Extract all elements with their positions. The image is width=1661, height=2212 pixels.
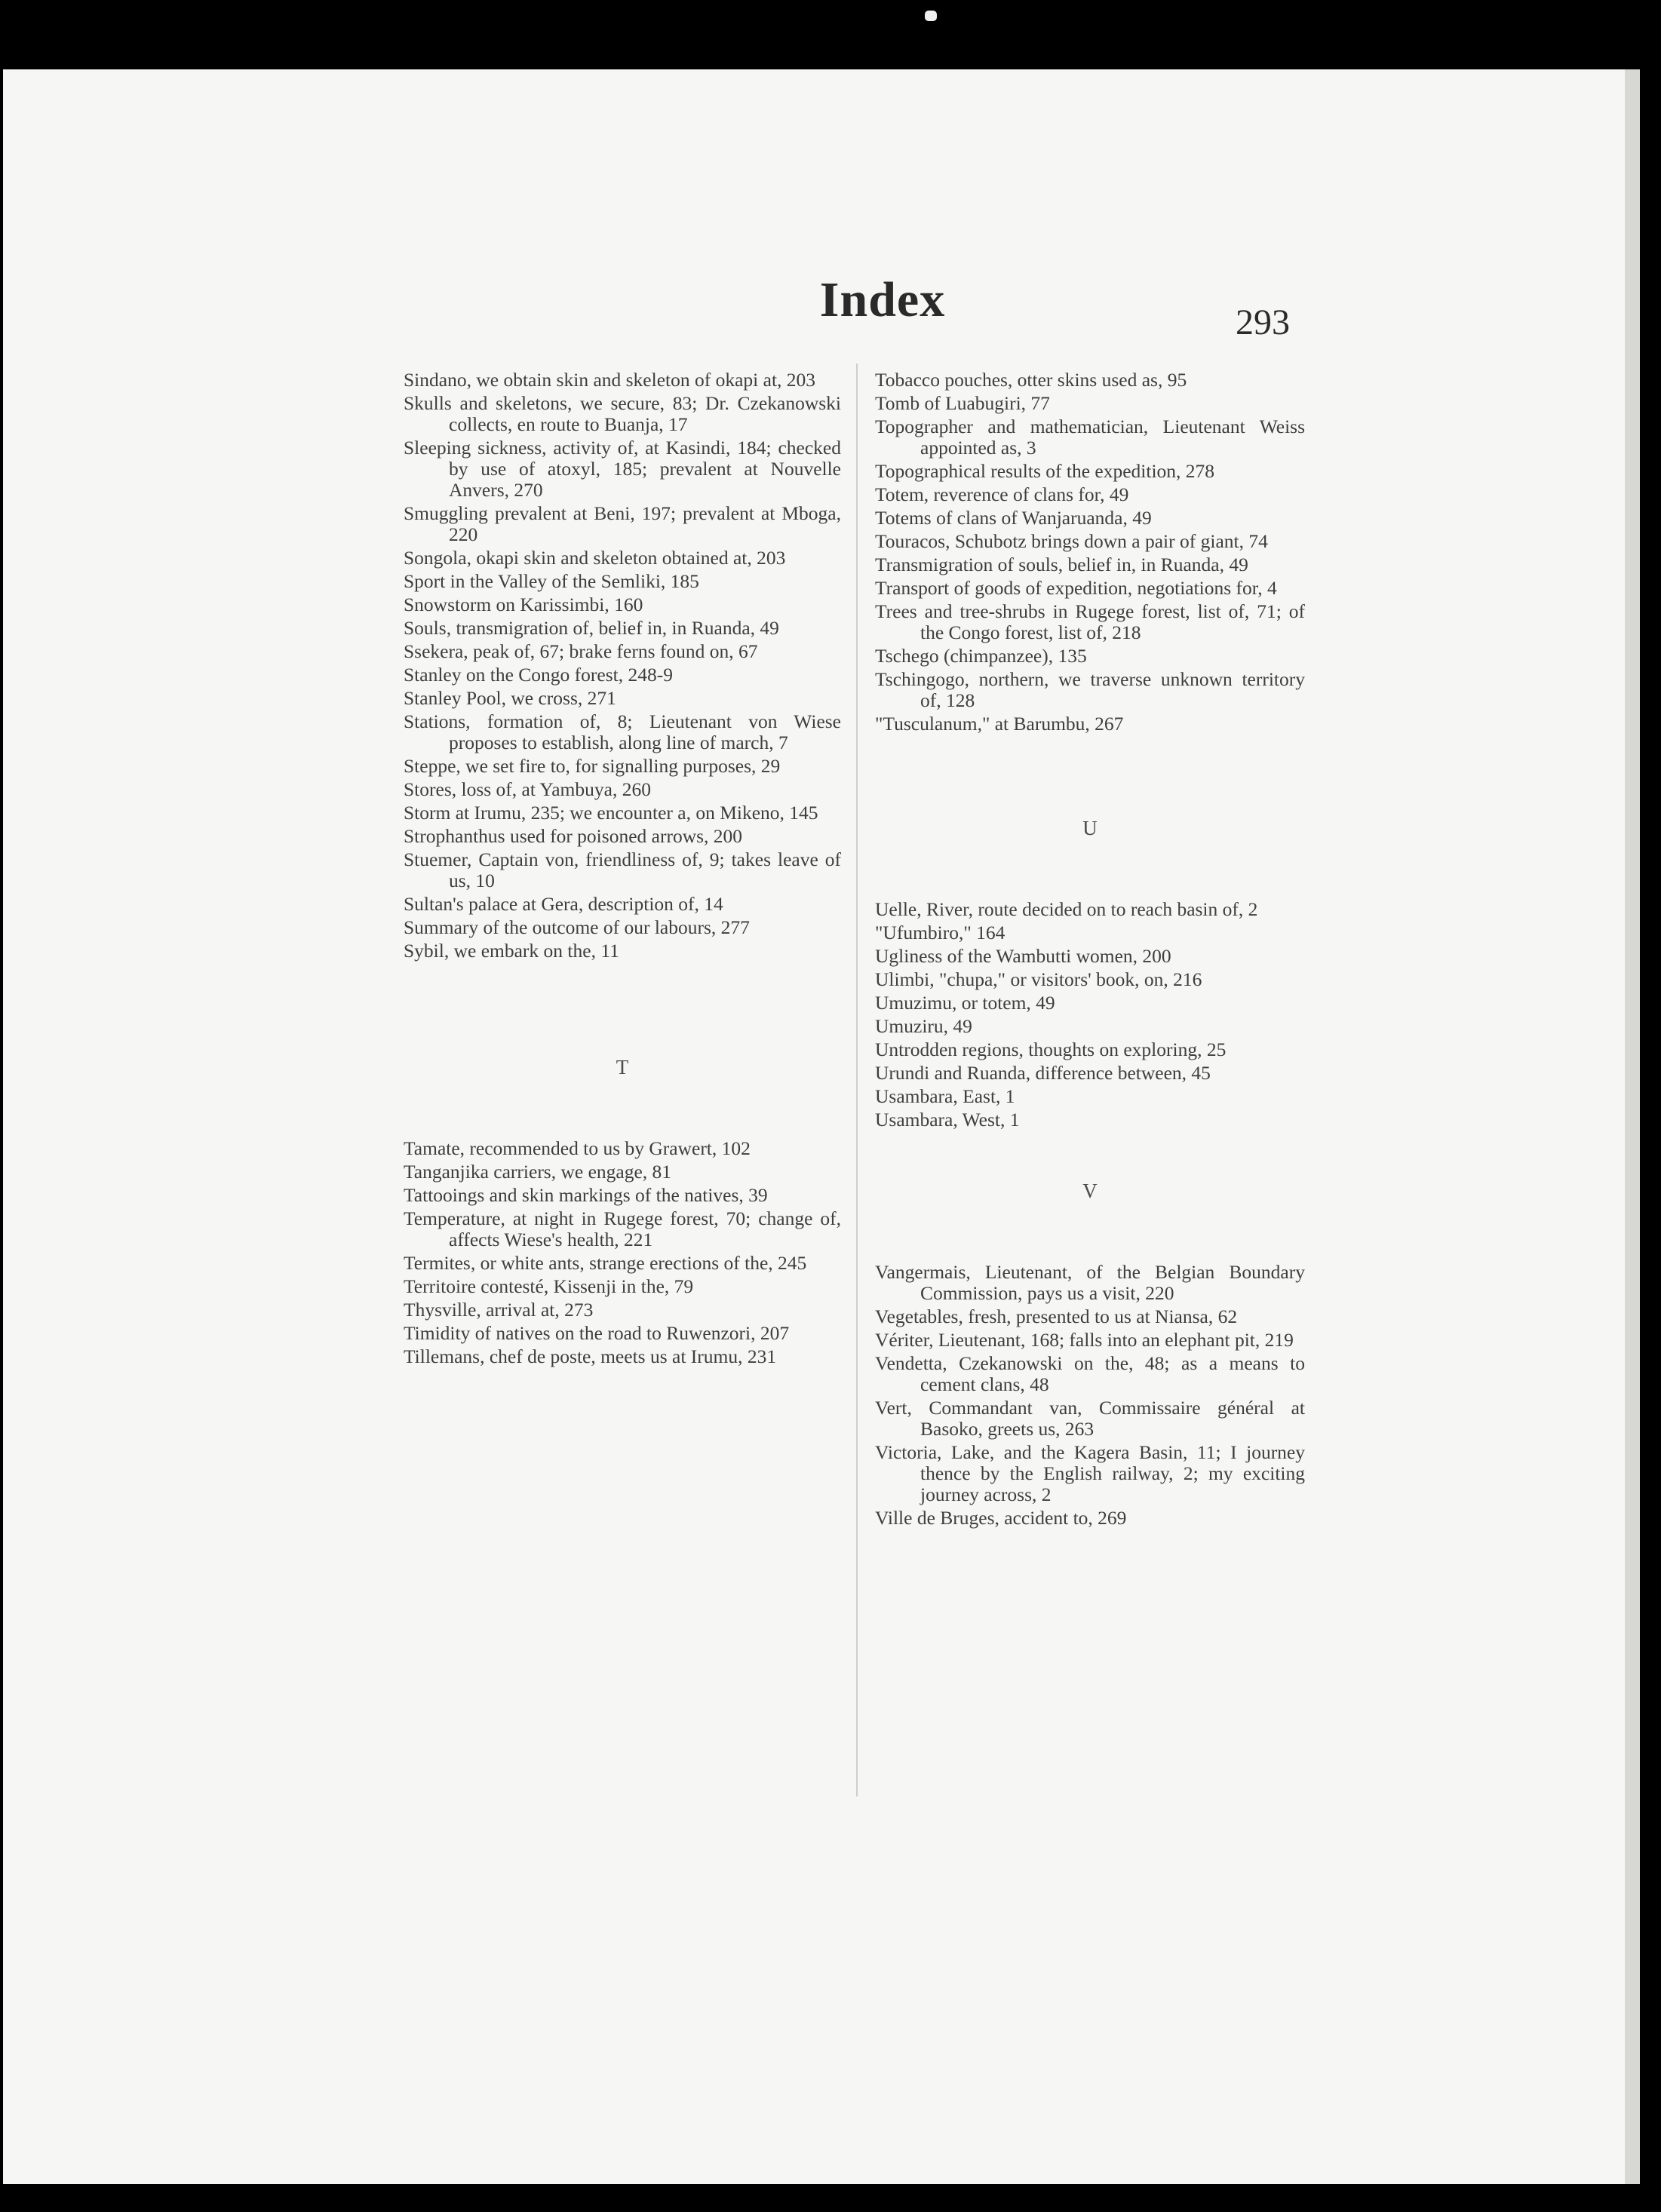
- index-entry: Trees and tree-shrubs in Rugege forest, list of, 71; of the Congo forest, list of, 218: [875, 600, 1305, 643]
- left-index-column: [404, 370, 841, 1370]
- index-entry: Storm at Irumu, 235; we encounter a, on Mikeno, 145: [404, 802, 818, 824]
- index-entry: Tobacco pouches, otter skins used as, 95: [875, 369, 1187, 391]
- index-entry: Stations, formation of, 8; Lieutenant von Wiese proposes to establish, along line of march, 7: [404, 710, 841, 753]
- index-list-s: [404, 370, 841, 962]
- index-entry: Songola, okapi skin and skeleton obtained at, 203: [404, 547, 786, 569]
- index-entry: Vériter, Lieutenant, 168; falls into an elephant pit, 219: [875, 1329, 1294, 1351]
- index-entry: Territoire contesté, Kissenji in the, 79: [404, 1275, 694, 1297]
- page-number: 293: [1236, 302, 1290, 342]
- index-entry: Ulimbi, "chupa," or visitors' book, on, 216: [875, 968, 1202, 990]
- index-entry: Stanley on the Congo forest, 248-9: [404, 664, 673, 686]
- index-entry: Tattooings and skin markings of the natives, 39: [404, 1184, 768, 1206]
- index-entry: Topographical results of the expedition, 278: [875, 460, 1215, 482]
- index-entry: Steppe, we set fire to, for signalling purposes, 29: [404, 755, 781, 777]
- index-list-t: [404, 1138, 841, 1367]
- index-entry: Stores, loss of, at Yambuya, 260: [404, 778, 651, 800]
- index-entry: Stuemer, Captain von, friendliness of, 9; takes leave of us, 10: [404, 848, 841, 891]
- index-entry: Usambara, West, 1: [875, 1109, 1020, 1131]
- page-edge-shadow: [1625, 69, 1640, 2184]
- index-entry: Sport in the Valley of the Semliki, 185: [404, 570, 699, 592]
- index-entry: Transmigration of souls, belief in, in Ruanda, 49: [875, 554, 1248, 575]
- index-entry: Sultan's palace at Gera, description of, 14: [404, 893, 723, 915]
- index-entry: Strophanthus used for poisoned arrows, 200: [404, 825, 743, 847]
- index-entry: Ugliness of the Wambutti women, 200: [875, 945, 1171, 967]
- index-entry: Timidity of natives on the road to Ruwenzori, 207: [404, 1322, 790, 1344]
- index-entry: Usambara, East, 1: [875, 1085, 1015, 1107]
- index-entry: Tomb of Luabugiri, 77: [875, 392, 1050, 414]
- index-entry: Transport of goods of expedition, negotiations for, 4: [875, 577, 1277, 599]
- index-entry: Tillemans, chef de poste, meets us at Irumu, 231: [404, 1345, 777, 1367]
- index-entry: Souls, transmigration of, belief in, in Ruanda, 49: [404, 617, 779, 639]
- index-entry: Sleeping sickness, activity of, at Kasindi, 184; checked by use of atoxyl, 185; prevalent at Nouvelle Anvers, 270: [404, 437, 841, 501]
- page-title: Index: [819, 272, 946, 327]
- index-entry: Skulls and skeletons, we secure, 83; Dr. Czekanowski collects, en route to Buanja, 17: [404, 392, 841, 435]
- index-entry: Untrodden regions, thoughts on exploring, 25: [875, 1039, 1227, 1060]
- index-entry: Tschingogo, northern, we traverse unknown territory of, 128: [875, 668, 1305, 711]
- index-entry: Thysville, arrival at, 273: [404, 1299, 594, 1321]
- index-entry: Uelle, River, route decided on to reach basin of, 2: [875, 898, 1258, 920]
- index-list-u: [875, 899, 1305, 1131]
- index-entry: Urundi and Ruanda, difference between, 45: [875, 1062, 1211, 1084]
- index-entry: Umuzimu, or totem, 49: [875, 992, 1055, 1014]
- index-entry: Stanley Pool, we cross, 271: [404, 687, 616, 709]
- right-index-column: [875, 370, 1305, 1531]
- index-entry: Totems of clans of Wanjaruanda, 49: [875, 507, 1152, 529]
- index-entry: Ville de Bruges, accident to, 269: [875, 1507, 1127, 1529]
- index-entry: "Ufumbiro," 164: [875, 922, 1006, 943]
- index-entry: Touracos, Schubotz brings down a pair of giant, 74: [875, 530, 1268, 552]
- index-entry: Sindano, we obtain skin and skeleton of okapi at, 203: [404, 369, 816, 391]
- index-entry: Vendetta, Czekanowski on the, 48; as a means to cement clans, 48: [875, 1352, 1305, 1395]
- index-entry: Umuziru, 49: [875, 1015, 972, 1037]
- index-list-t-continued: [875, 370, 1305, 735]
- section-letter-u: U: [1082, 817, 1098, 839]
- index-entry: Tschego (chimpanzee), 135: [875, 645, 1087, 667]
- index-entry: Tamate, recommended to us by Grawert, 102: [404, 1137, 751, 1159]
- index-entry: "Tusculanum," at Barumbu, 267: [875, 713, 1124, 735]
- index-entry: Vegetables, fresh, presented to us at Niansa, 62: [875, 1305, 1238, 1327]
- index-entry: Smuggling prevalent at Beni, 197; prevalent at Mboga, 220: [404, 502, 841, 545]
- column-divider: [856, 364, 858, 1796]
- index-entry: Totem, reverence of clans for, 49: [875, 483, 1129, 505]
- index-entry: Victoria, Lake, and the Kagera Basin, 11; I journey thence by the English railway, 2; my exciting journey across, 2: [875, 1441, 1305, 1505]
- section-letter-v: V: [1082, 1180, 1098, 1202]
- index-entry: Vangermais, Lieutenant, of the Belgian Boundary Commission, pays us a visit, 220: [875, 1261, 1305, 1304]
- index-entry: Summary of the outcome of our labours, 277: [404, 916, 750, 938]
- index-entry: Snowstorm on Karissimbi, 160: [404, 594, 643, 615]
- index-entry: Termites, or white ants, strange erections of the, 245: [404, 1252, 807, 1274]
- section-letter-t: T: [616, 1056, 629, 1078]
- index-list-v: [875, 1262, 1305, 1529]
- index-entry: Temperature, at night in Rugege forest, 70; change of, affects Wiese's health, 221: [404, 1207, 841, 1250]
- index-entry: Vert, Commandant van, Commissaire général at Basoko, greets us, 263: [875, 1397, 1305, 1440]
- index-entry: Ssekera, peak of, 67; brake ferns found on, 67: [404, 640, 758, 662]
- top-scan-mark: [925, 11, 937, 21]
- index-entry: Tanganjika carriers, we engage, 81: [404, 1161, 672, 1183]
- index-entry: Sybil, we embark on the, 11: [404, 940, 619, 962]
- index-entry: Topographer and mathematician, Lieutenant Weiss appointed as, 3: [875, 416, 1305, 459]
